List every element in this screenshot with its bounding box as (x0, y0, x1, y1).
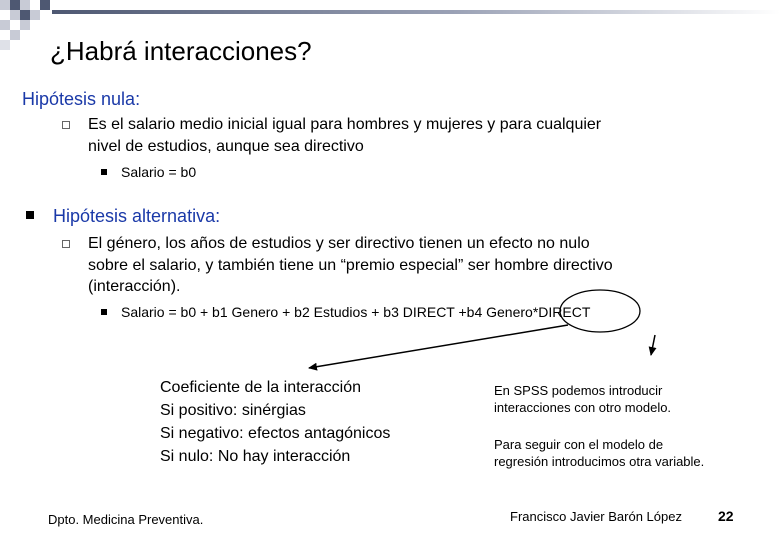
null-formula: Salario = b0 (121, 164, 197, 180)
alt-hypothesis-heading: Hipótesis alternativa: (53, 206, 221, 226)
spss-note-line1: En SPSS podemos introducir (494, 383, 663, 398)
spss-note-line2: interacciones con otro modelo. (494, 400, 672, 415)
alt-hypothesis-point-line3: (interacción). (88, 278, 181, 295)
hollow-square-bullet-icon (62, 121, 70, 129)
footer-department: Dpto. Medicina Preventiva. (48, 512, 204, 527)
slide-title: ¿Habrá interacciones? (50, 36, 312, 66)
interaction-line1: Coeficiente de la interacción (160, 379, 362, 396)
spss-note-line3: Para seguir con el modelo de (494, 437, 664, 452)
footer-author: Francisco Javier Barón López (510, 509, 682, 524)
square-bullet-icon (101, 309, 107, 315)
alt-formula: Salario = b0 + b1 Genero + b2 Estudios + b3 DIRECT +b4 Genero*DIRECT (121, 304, 591, 320)
short-arrow (651, 335, 655, 355)
square-bullet-icon (101, 169, 107, 175)
interaction-line3: Si negativo: efectos antagónicos (160, 425, 391, 442)
alt-hypothesis-point-line1: El género, los años de estudios y ser directivo tienen un efecto no nulo (88, 235, 590, 252)
hollow-square-bullet-icon (62, 240, 70, 248)
interaction-line2: Si positivo: sinérgias (160, 402, 306, 419)
interaction-line4: Si nulo: No hay interacción (160, 448, 351, 465)
alt-hypothesis-point-line2: sobre el salario, y también tiene un “premio especial” ser hombre directivo (88, 257, 613, 274)
interaction-arrow (309, 325, 568, 368)
null-hypothesis-point-line1: Es el salario medio inicial igual para hombres y mujeres y para cualquier (88, 116, 602, 133)
page-number: 22 (718, 508, 734, 524)
spss-note-line4: regresión introducimos otra variable. (494, 454, 705, 469)
null-hypothesis-point-line2: nivel de estudios, aunque sea directivo (88, 138, 364, 155)
square-bullet-icon (26, 211, 34, 219)
null-hypothesis-heading: Hipótesis nula: (22, 89, 141, 109)
